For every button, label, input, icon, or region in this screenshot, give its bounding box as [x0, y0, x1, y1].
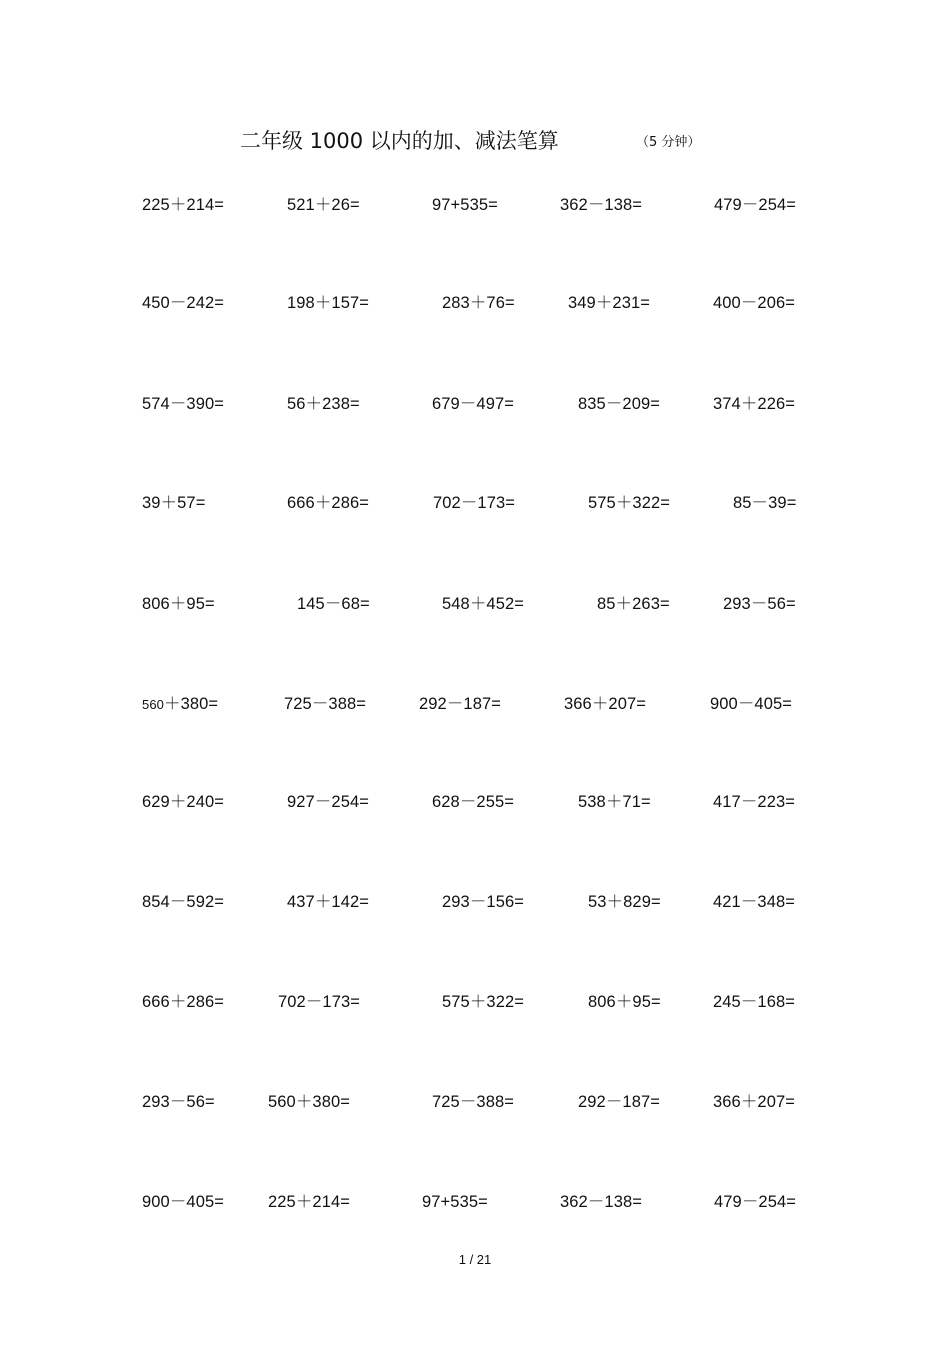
arithmetic-problem: 85＋263= — [597, 595, 670, 613]
arithmetic-problem: 225＋214= — [268, 1193, 350, 1211]
arithmetic-problem: 374＋226= — [713, 395, 795, 413]
arithmetic-problem: 900－405= — [142, 1193, 224, 1211]
arithmetic-problem: 927－254= — [287, 793, 369, 811]
arithmetic-problem: 293－56= — [142, 1093, 215, 1111]
arithmetic-problem: 437＋142= — [287, 893, 369, 911]
arithmetic-problem: 292－187= — [419, 695, 501, 713]
arithmetic-problem: 479－254= — [714, 196, 796, 214]
arithmetic-problem: 560＋380= — [268, 1093, 350, 1111]
arithmetic-problem: 806＋95= — [588, 993, 661, 1011]
arithmetic-problem: 293－156= — [442, 893, 524, 911]
arithmetic-problem: 548＋452= — [442, 595, 524, 613]
arithmetic-problem: 806＋95= — [142, 595, 215, 613]
arithmetic-problem: 479－254= — [714, 1193, 796, 1211]
arithmetic-problem: 292－187= — [578, 1093, 660, 1111]
arithmetic-problem: 366＋207= — [564, 695, 646, 713]
arithmetic-problem: 56＋238= — [287, 395, 360, 413]
arithmetic-problem: 450－242= — [142, 294, 224, 312]
arithmetic-problem: 198＋157= — [287, 294, 369, 312]
arithmetic-problem: 702－173= — [433, 494, 515, 512]
arithmetic-problem: 835－209= — [578, 395, 660, 413]
arithmetic-problem: 53＋829= — [588, 893, 661, 911]
arithmetic-problem: 725－388= — [284, 695, 366, 713]
arithmetic-problem: 400－206= — [713, 294, 795, 312]
arithmetic-problem: 854－592= — [142, 893, 224, 911]
arithmetic-problem: 666＋286= — [287, 494, 369, 512]
arithmetic-problem: 679－497= — [432, 395, 514, 413]
arithmetic-problem: 575＋322= — [588, 494, 670, 512]
arithmetic-problem: 283＋76= — [442, 294, 515, 312]
page-title — [0, 126, 950, 160]
arithmetic-problem: 628－255= — [432, 793, 514, 811]
arithmetic-problem: 629＋240= — [142, 793, 224, 811]
arithmetic-problem: 293－56= — [723, 595, 796, 613]
arithmetic-problem: 245－168= — [713, 993, 795, 1011]
arithmetic-problem: 538＋71= — [578, 793, 651, 811]
worksheet-title: 二年级 1000 以内的加、减法笔算 — [240, 129, 559, 153]
arithmetic-problem: 574－390= — [142, 395, 224, 413]
arithmetic-problem: 702－173= — [278, 993, 360, 1011]
arithmetic-problem: 97+535= — [432, 196, 498, 214]
arithmetic-problem: 417－223= — [713, 793, 795, 811]
arithmetic-problem: 421－348= — [713, 893, 795, 911]
arithmetic-problem: 97+535= — [422, 1193, 488, 1211]
arithmetic-problem: 575＋322= — [442, 993, 524, 1011]
arithmetic-problem: 362－138= — [560, 1193, 642, 1211]
arithmetic-problem: 560＋380= — [142, 695, 219, 713]
arithmetic-problem: 725－388= — [432, 1093, 514, 1111]
arithmetic-problem: 362－138= — [560, 196, 642, 214]
arithmetic-problem: 349＋231= — [568, 294, 650, 312]
arithmetic-problem: 85－39= — [733, 494, 797, 512]
arithmetic-problem: 900－405= — [710, 695, 792, 713]
arithmetic-problem: 366＋207= — [713, 1093, 795, 1111]
arithmetic-problem: 39＋57= — [142, 494, 206, 512]
time-limit-note: （5 分钟） — [636, 135, 701, 150]
arithmetic-problem: 225＋214= — [142, 196, 224, 214]
arithmetic-problem: 145－68= — [297, 595, 370, 613]
page-number: 1 / 21 — [458, 1252, 492, 1267]
arithmetic-problem: 521＋26= — [287, 196, 360, 214]
arithmetic-problem: 666＋286= — [142, 993, 224, 1011]
